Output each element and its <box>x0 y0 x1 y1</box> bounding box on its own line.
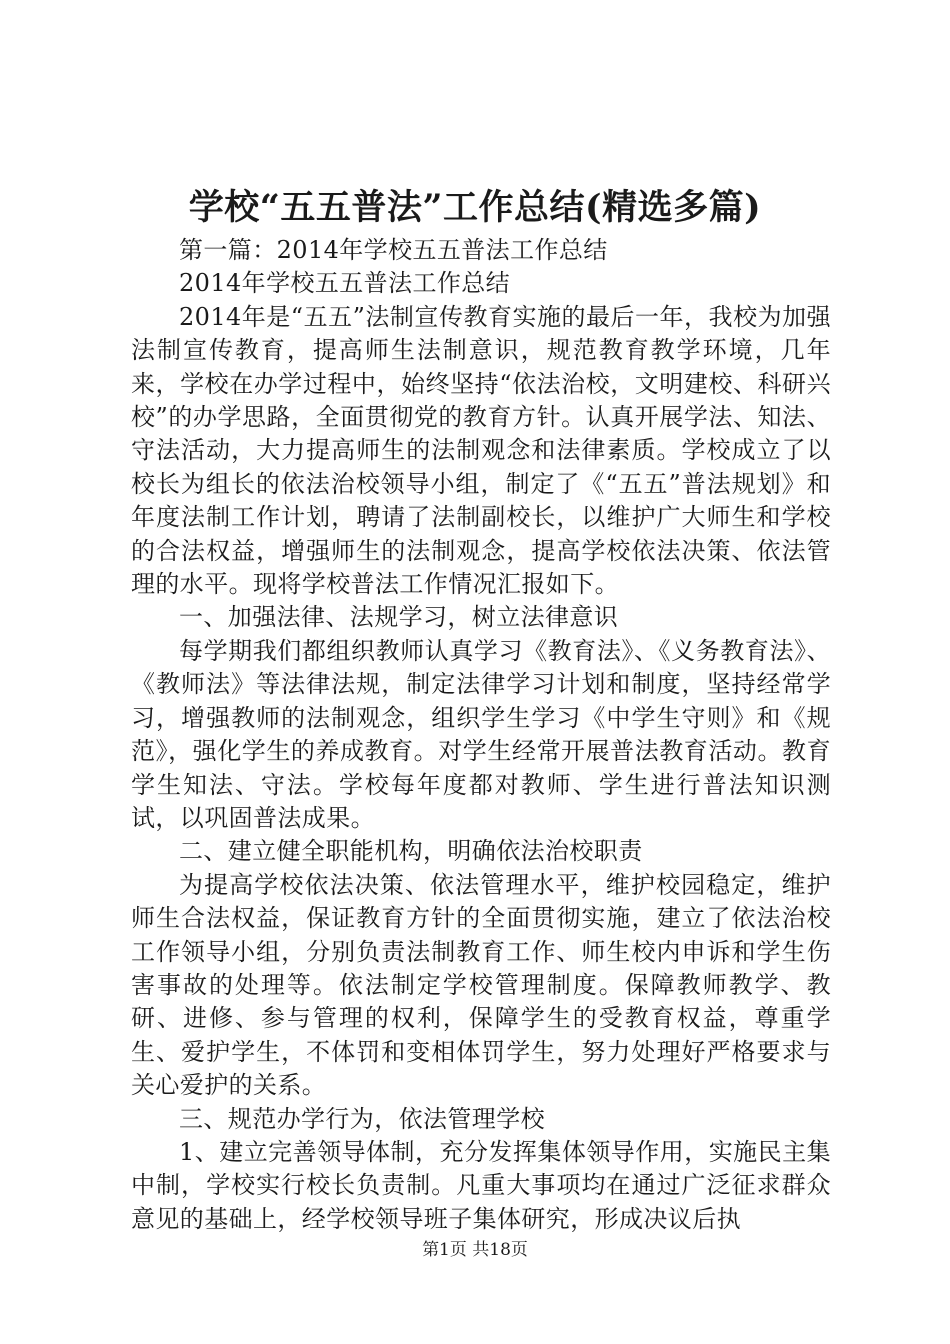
paragraph-6: 1、建立完善领导体制，充分发挥集体领导作用，实施民主集中制，学校实行校长负责制。凡重大事项均在通过广泛征求群众意见的基础上，经学校领导班子集体研究，形成决议后执 <box>131 1137 831 1233</box>
paragraph-1: 第一篇：2014年学校五五普法工作总结 <box>179 236 608 264</box>
section-heading-1: 一、加强法律、法规学习，树立法律意识 <box>179 603 619 632</box>
page-number-footer: 第1页 共18页 <box>422 1240 528 1260</box>
document-title: 学校“五五普法”工作总结(精选多篇) <box>188 187 762 228</box>
document-body <box>131 234 831 1236</box>
paragraph-4: 每学期我们都组织教师认真学习《教育法》、《义务教育法》、《教师法》等法律法规，制定法律学习计划和制度，坚持经常学习，增强教师的法制观念，组织学生学习《中学生守则》和《规范》，强化学生的养成教育。对学生经常开展普法教育活动。教育学生知法、守法。学校每年度都对教师、学生进行普法知识测试，以巩固普法成果。 <box>131 636 831 832</box>
paragraph-5: 为提高学校依法决策、依法管理水平，维护校园稳定，维护师生合法权益，保证教育方针的全面贯彻实施，建立了依法治校工作领导小组，分别负责法制教育工作、师生校内申诉和学生伤害事故的处理等。依法制定学校管理制度。保障教师教学、教研、进修、参与管理的权利，保障学生的受教育权益，尊重学生、爱护学生，不体罚和变相体罚学生，努力处理好严格要求与关心爱护的关系。 <box>131 870 831 1100</box>
section-heading-2: 二、建立健全职能机构，明确依法治校职责 <box>179 837 643 866</box>
section-heading-3: 三、规范办学行为，依法管理学校 <box>179 1104 545 1133</box>
paragraph-3: 2014年是“五五”法制宣传教育实施的最后一年，我校为加强法制宣传教育，提高师生法制意识，规范教育教学环境，几年来，学校在办学过程中，始终坚持“依法治校，文明建校、科研兴校”的办学思路，全面贯彻党的教育方针。认真开展学法、知法、守法活动，大力提高师生的法制观念和法律素质。学校成立了以校长为组长的依法治校领导小组，制定了《“五五”普法规划》和年度法制工作计划，聘请了法制副校长，以维护广大师生和学校的合法权益，增强师生的法制观念，提高学校依法决策、依法管理的水平。现将学校普法工作情况汇报如下。 <box>131 302 831 599</box>
paragraph-2: 2014年学校五五普法工作总结 <box>179 269 511 298</box>
